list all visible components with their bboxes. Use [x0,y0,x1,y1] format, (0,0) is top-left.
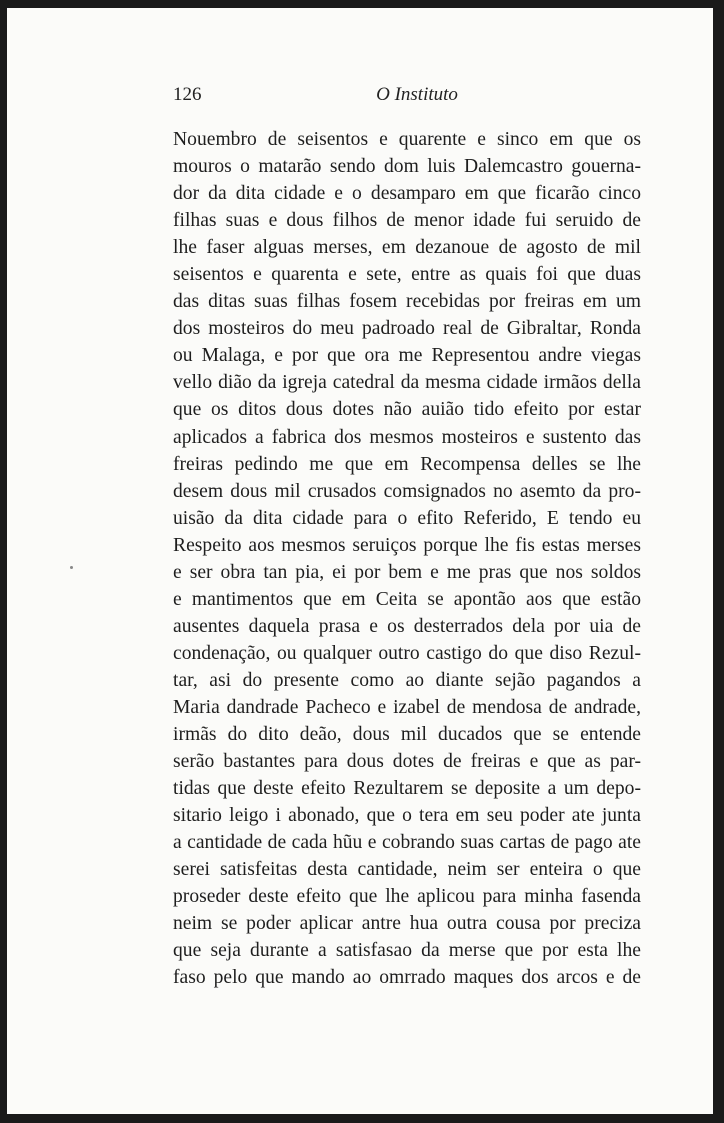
text-line: proseder deste efeito que lhe aplicou para minha fasenda [173,886,641,908]
text-line: filhas suas e dous filhos de menor idade fui seruido de [173,210,641,232]
body-text [173,126,641,992]
text-line: serão bastantes para dous dotes de freiras e que as par- [173,751,641,773]
page-header [173,84,641,110]
text-line: condenação, ou qualquer outro castigo do que diso Rezul- [173,642,641,664]
text-line: dor da dita cidade e o desamparo em que ficarão cinco [173,183,641,205]
text-line: tidas que deste efeito Rezultarem se deposite a um depo- [173,778,641,800]
text-line: Maria dandrade Pacheco e izabel de mendosa de andrade, [173,696,641,718]
text-line: e ser obra tan pia, ei por bem e me pras que nos soldos [173,561,641,583]
text-line: freiras pedindo me que em Recompensa delles se lhe [173,453,641,475]
text-line: aplicados a fabrica dos mesmos mosteiros e sustento das [173,426,641,448]
text-line: que seja durante a satisfasao da merse que por esta lhe [173,940,641,962]
text-line: seisentos e quarenta e sete, entre as quais foi que duas [173,264,641,286]
text-line: vello dião da igreja catedral da mesma cidade irmãos della [173,372,641,394]
running-title: O Instituto [376,84,458,105]
text-line: Nouembro de seisentos e quarente e sinco em que os [173,129,641,150]
text-line: serei satisfeitas desta cantidade, neim ser enteira o que [173,859,641,881]
text-line: desem dous mil crusados comsignados no asemto da pro- [173,480,641,502]
paper-speck [70,566,73,569]
text-line: e mantimentos que em Ceita se apontão aos que estão [173,588,641,610]
text-line: ausentes daquela prasa e os desterrados dela por uia de [173,615,641,637]
text-line: que os ditos dous dotes não auião tido efeito por estar [173,399,641,421]
text-line: neim se poder aplicar antre hua outra cousa por preciza [173,913,641,935]
text-line: dos mosteiros do meu padroado real de Gibraltar, Ronda [173,318,641,340]
text-line: sitario leigo i abonado, que o tera em seu poder ate junta [173,805,641,827]
text-line: a cantidade de cada hũu e cobrando suas cartas de pago ate [173,832,641,854]
text-line: faso pelo que mando ao omrrado maques dos arcos e de [173,967,641,989]
text-line: mouros o matarão sendo dom luis Dalemcastro gouerna- [173,156,641,178]
text-line: Respeito aos mesmos seruiços porque lhe fis estas merses [173,534,641,556]
text-line: irmãs do dito deão, dous mil ducados que se entende [173,724,641,746]
text-line: lhe faser alguas merses, em dezanoue de agosto de mil [173,237,641,259]
text-line: tar, asi do presente como ao diante sejão pagandos a [173,669,641,691]
text-line: ou Malaga, e por que ora me Representou andre viegas [173,345,641,367]
text-line: uisão da dita cidade para o efito Referido, E tendo eu [173,507,641,529]
page-number: 126 [173,84,202,105]
text-line: das ditas suas filhas fosem recebidas por freiras em um [173,291,641,313]
